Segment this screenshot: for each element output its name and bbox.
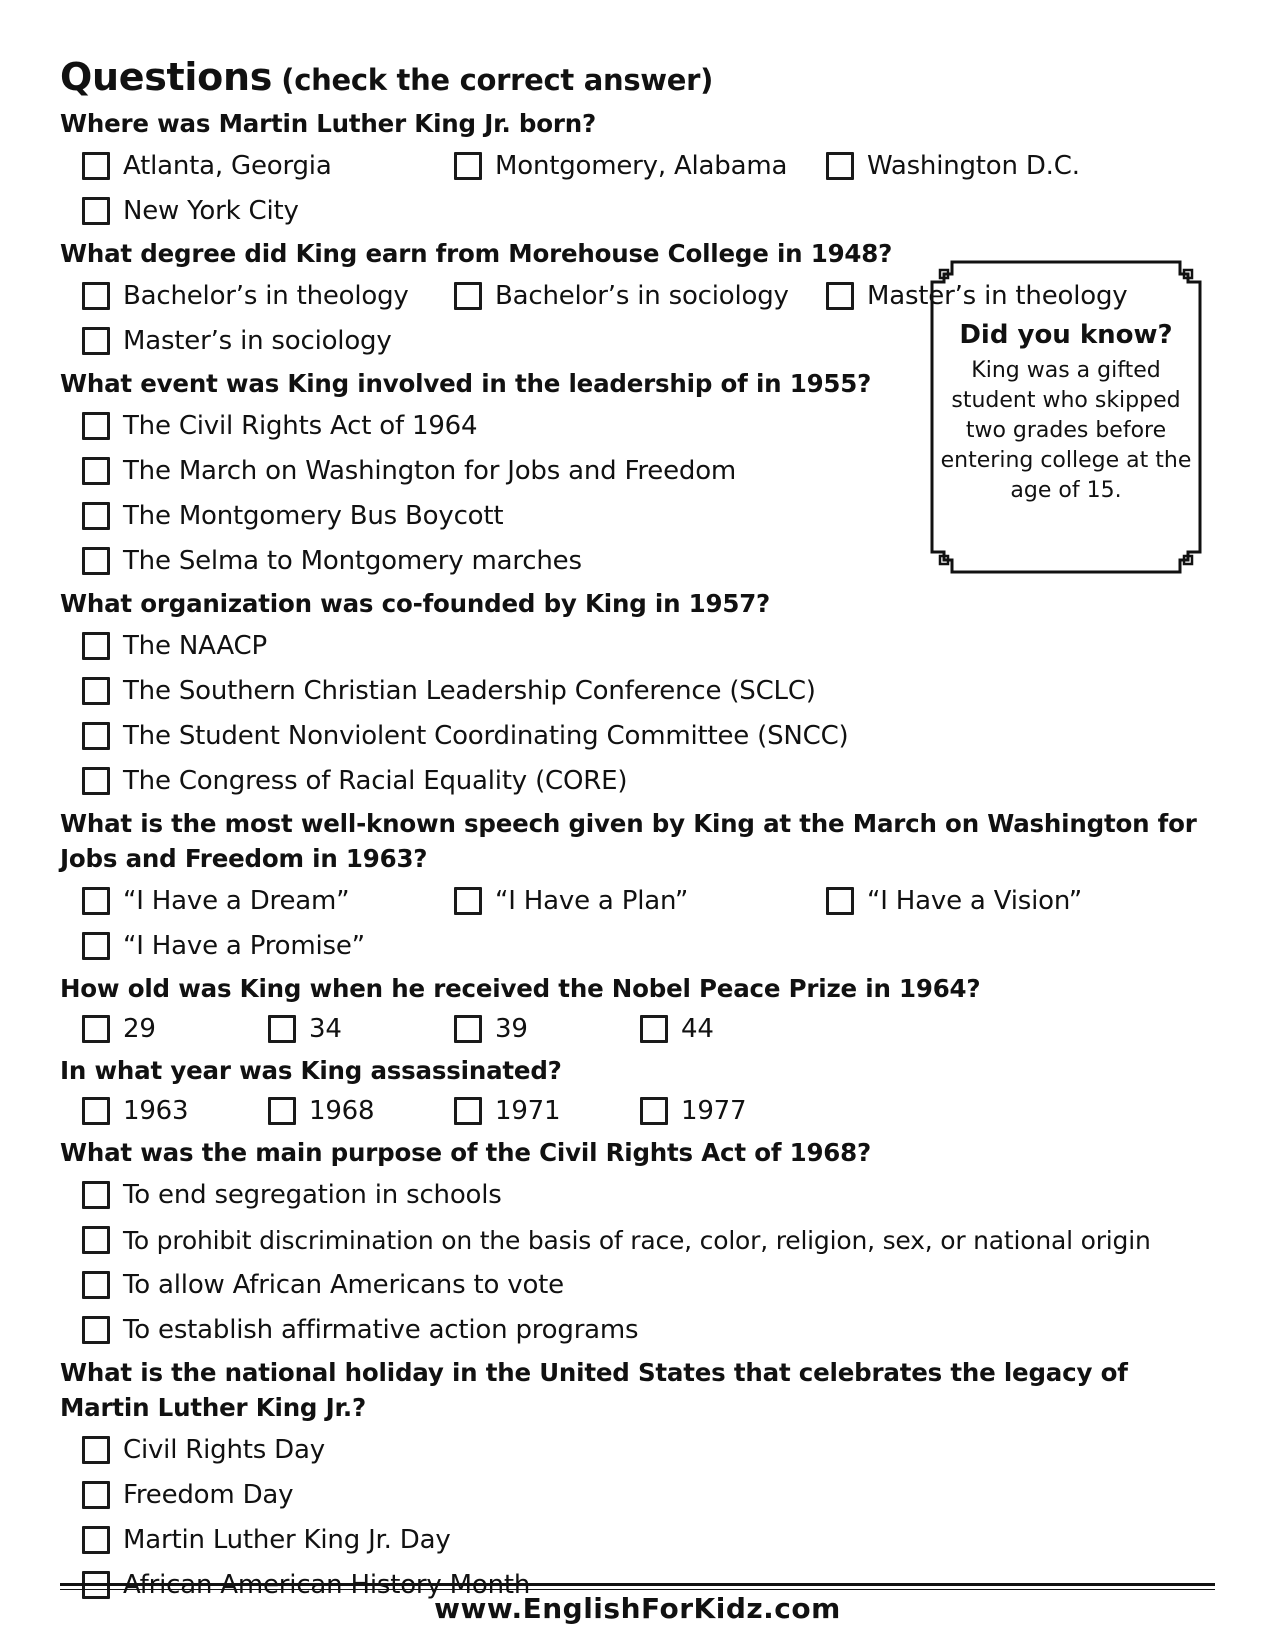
option-label: “I Have a Vision” xyxy=(867,886,1082,917)
options-group xyxy=(60,621,1220,806)
question-text: In what year was King assassinated? xyxy=(60,1055,562,1085)
option-label: Freedom Day xyxy=(123,1480,294,1511)
option-label: The NAACP xyxy=(123,631,267,662)
question-text: Where was Martin Luther King Jr. born? xyxy=(60,108,597,138)
did-you-know-box xyxy=(930,260,1202,574)
answer-option[interactable] xyxy=(454,274,826,319)
question-text: What is the most well-known speech given by King at the March on Washington for Jobs and Freedom in 1963? xyxy=(60,808,1197,873)
question-text: How old was King when he received the Nobel Peace Prize in 1964? xyxy=(60,973,981,1003)
answer-option[interactable] xyxy=(82,144,454,189)
options-group xyxy=(60,1088,1220,1135)
did-you-know-text: King was a gifted student who skipped two grades before entering college at the age of 15. xyxy=(940,358,1192,503)
option-label: Master’s in theology xyxy=(867,281,1128,312)
option-label: The Southern Christian Leadership Conference (SCLC) xyxy=(123,676,816,707)
checkbox[interactable] xyxy=(82,1271,110,1299)
question-text: What organization was co-founded by King in 1957? xyxy=(60,588,771,618)
option-label: Civil Rights Day xyxy=(123,1435,325,1466)
checkbox[interactable] xyxy=(454,1015,482,1043)
answer-option[interactable] xyxy=(454,1009,640,1049)
title-subtitle: (check the correct answer) xyxy=(281,63,714,97)
answer-option[interactable] xyxy=(82,759,1220,804)
answer-option[interactable] xyxy=(82,714,1220,759)
checkbox[interactable] xyxy=(82,632,110,660)
option-label: The Civil Rights Act of 1964 xyxy=(123,411,478,442)
option-label: Master’s in sociology xyxy=(123,326,392,357)
option-label: “I Have a Promise” xyxy=(123,931,365,962)
answer-option[interactable] xyxy=(82,1518,1220,1563)
answer-option[interactable] xyxy=(82,669,1220,714)
title-main: Questions xyxy=(60,55,273,99)
answer-option[interactable] xyxy=(640,1009,826,1049)
checkbox[interactable] xyxy=(82,1181,110,1209)
answer-option[interactable] xyxy=(268,1091,454,1131)
checkbox[interactable] xyxy=(268,1015,296,1043)
checkbox[interactable] xyxy=(82,1316,110,1344)
answer-option[interactable] xyxy=(826,144,1198,189)
question-6 xyxy=(60,971,1220,1053)
answer-option[interactable] xyxy=(82,1473,1220,1518)
answer-option[interactable] xyxy=(82,1218,1220,1263)
page-title xyxy=(60,55,1220,99)
answer-option[interactable] xyxy=(82,189,454,234)
option-label: The March on Washington for Jobs and Freedom xyxy=(123,456,737,487)
answer-option[interactable] xyxy=(82,879,454,924)
answer-option[interactable] xyxy=(268,1009,454,1049)
option-label: Martin Luther King Jr. Day xyxy=(123,1525,451,1556)
question-8 xyxy=(60,1135,1220,1355)
checkbox[interactable] xyxy=(82,152,110,180)
question-9 xyxy=(60,1355,1220,1610)
option-label: To allow African Americans to vote xyxy=(123,1270,564,1301)
option-label: “I Have a Plan” xyxy=(495,886,689,917)
checkbox[interactable] xyxy=(82,1481,110,1509)
answer-option[interactable] xyxy=(826,879,1198,924)
checkbox[interactable] xyxy=(640,1097,668,1125)
checkbox[interactable] xyxy=(82,457,110,485)
checkbox[interactable] xyxy=(82,722,110,750)
question-text: What is the national holiday in the United States that celebrates the legacy of Martin Luther King Jr.? xyxy=(60,1357,1128,1422)
question-text: What was the main purpose of the Civil Rights Act of 1968? xyxy=(60,1137,872,1167)
question-1 xyxy=(60,106,1220,236)
answer-option[interactable] xyxy=(640,1091,826,1131)
checkbox[interactable] xyxy=(82,1436,110,1464)
question-text: What degree did King earn from Morehouse College in 1948? xyxy=(60,238,893,268)
option-label: 1977 xyxy=(681,1095,747,1126)
checkbox[interactable] xyxy=(82,1097,110,1125)
footer-url: www.EnglishForKidz.com xyxy=(434,1592,841,1625)
checkbox[interactable] xyxy=(82,677,110,705)
option-label: 34 xyxy=(309,1013,342,1044)
checkbox[interactable] xyxy=(454,1097,482,1125)
answer-option[interactable] xyxy=(82,319,454,364)
option-label: New York City xyxy=(123,196,299,227)
answer-option[interactable] xyxy=(82,624,1220,669)
checkbox[interactable] xyxy=(82,1226,110,1254)
option-label: The Selma to Montgomery marches xyxy=(123,546,582,577)
checkbox[interactable] xyxy=(454,282,482,310)
question-5 xyxy=(60,806,1220,971)
options-group xyxy=(60,1006,1220,1053)
option-label: “I Have a Dream” xyxy=(123,886,350,917)
option-label: 29 xyxy=(123,1013,156,1044)
option-label: 39 xyxy=(495,1013,528,1044)
options-group xyxy=(60,876,1220,971)
question-4 xyxy=(60,586,1220,806)
answer-option[interactable] xyxy=(82,1428,1220,1473)
answer-option[interactable] xyxy=(454,1091,640,1131)
option-label: To establish affirmative action programs xyxy=(123,1315,639,1346)
option-label: Washington D.C. xyxy=(867,151,1080,182)
answer-option[interactable] xyxy=(82,1009,268,1049)
checkbox[interactable] xyxy=(640,1015,668,1043)
checkbox[interactable] xyxy=(82,932,110,960)
checkbox[interactable] xyxy=(454,152,482,180)
checkbox[interactable] xyxy=(82,502,110,530)
answer-option[interactable] xyxy=(82,1263,1220,1308)
checkbox[interactable] xyxy=(82,327,110,355)
options-group xyxy=(60,1170,1220,1355)
checkbox[interactable] xyxy=(454,887,482,915)
did-you-know-title: Did you know? xyxy=(959,320,1173,350)
option-label: To prohibit discrimination on the basis of race, color, religion, sex, or national origin xyxy=(123,1225,1151,1255)
answer-option[interactable] xyxy=(454,879,826,924)
option-label: Bachelor’s in sociology xyxy=(495,281,789,312)
answer-option[interactable] xyxy=(454,144,826,189)
checkbox[interactable] xyxy=(826,282,854,310)
answer-option[interactable] xyxy=(82,1091,268,1131)
option-label: To end segregation in schools xyxy=(123,1180,502,1211)
question-7 xyxy=(60,1053,1220,1135)
checkbox[interactable] xyxy=(82,282,110,310)
option-label: 1968 xyxy=(309,1095,375,1126)
option-label: Montgomery, Alabama xyxy=(495,151,788,182)
option-label: The Congress of Racial Equality (CORE) xyxy=(123,766,628,797)
did-you-know-content xyxy=(940,320,1192,506)
answer-option[interactable] xyxy=(82,274,454,319)
checkbox[interactable] xyxy=(82,412,110,440)
answer-option[interactable] xyxy=(82,924,454,969)
checkbox[interactable] xyxy=(82,767,110,795)
option-label: Bachelor’s in theology xyxy=(123,281,409,312)
options-group xyxy=(60,141,1220,236)
footer-divider xyxy=(60,1583,1215,1590)
checkbox[interactable] xyxy=(82,197,110,225)
option-label: 44 xyxy=(681,1013,714,1044)
checkbox[interactable] xyxy=(826,887,854,915)
answer-option[interactable] xyxy=(82,1308,1220,1353)
option-label: Atlanta, Georgia xyxy=(123,151,332,182)
option-label: The Montgomery Bus Boycott xyxy=(123,501,504,532)
checkbox[interactable] xyxy=(82,1015,110,1043)
question-text: What event was King involved in the leadership of in 1955? xyxy=(60,368,872,398)
option-label: 1971 xyxy=(495,1095,561,1126)
answer-option[interactable] xyxy=(82,1173,1220,1218)
option-label: 1963 xyxy=(123,1095,189,1126)
checkbox[interactable] xyxy=(268,1097,296,1125)
checkbox[interactable] xyxy=(82,1526,110,1554)
option-label: The Student Nonviolent Coordinating Committee (SNCC) xyxy=(123,721,849,752)
checkbox[interactable] xyxy=(82,887,110,915)
checkbox[interactable] xyxy=(82,547,110,575)
checkbox[interactable] xyxy=(826,152,854,180)
